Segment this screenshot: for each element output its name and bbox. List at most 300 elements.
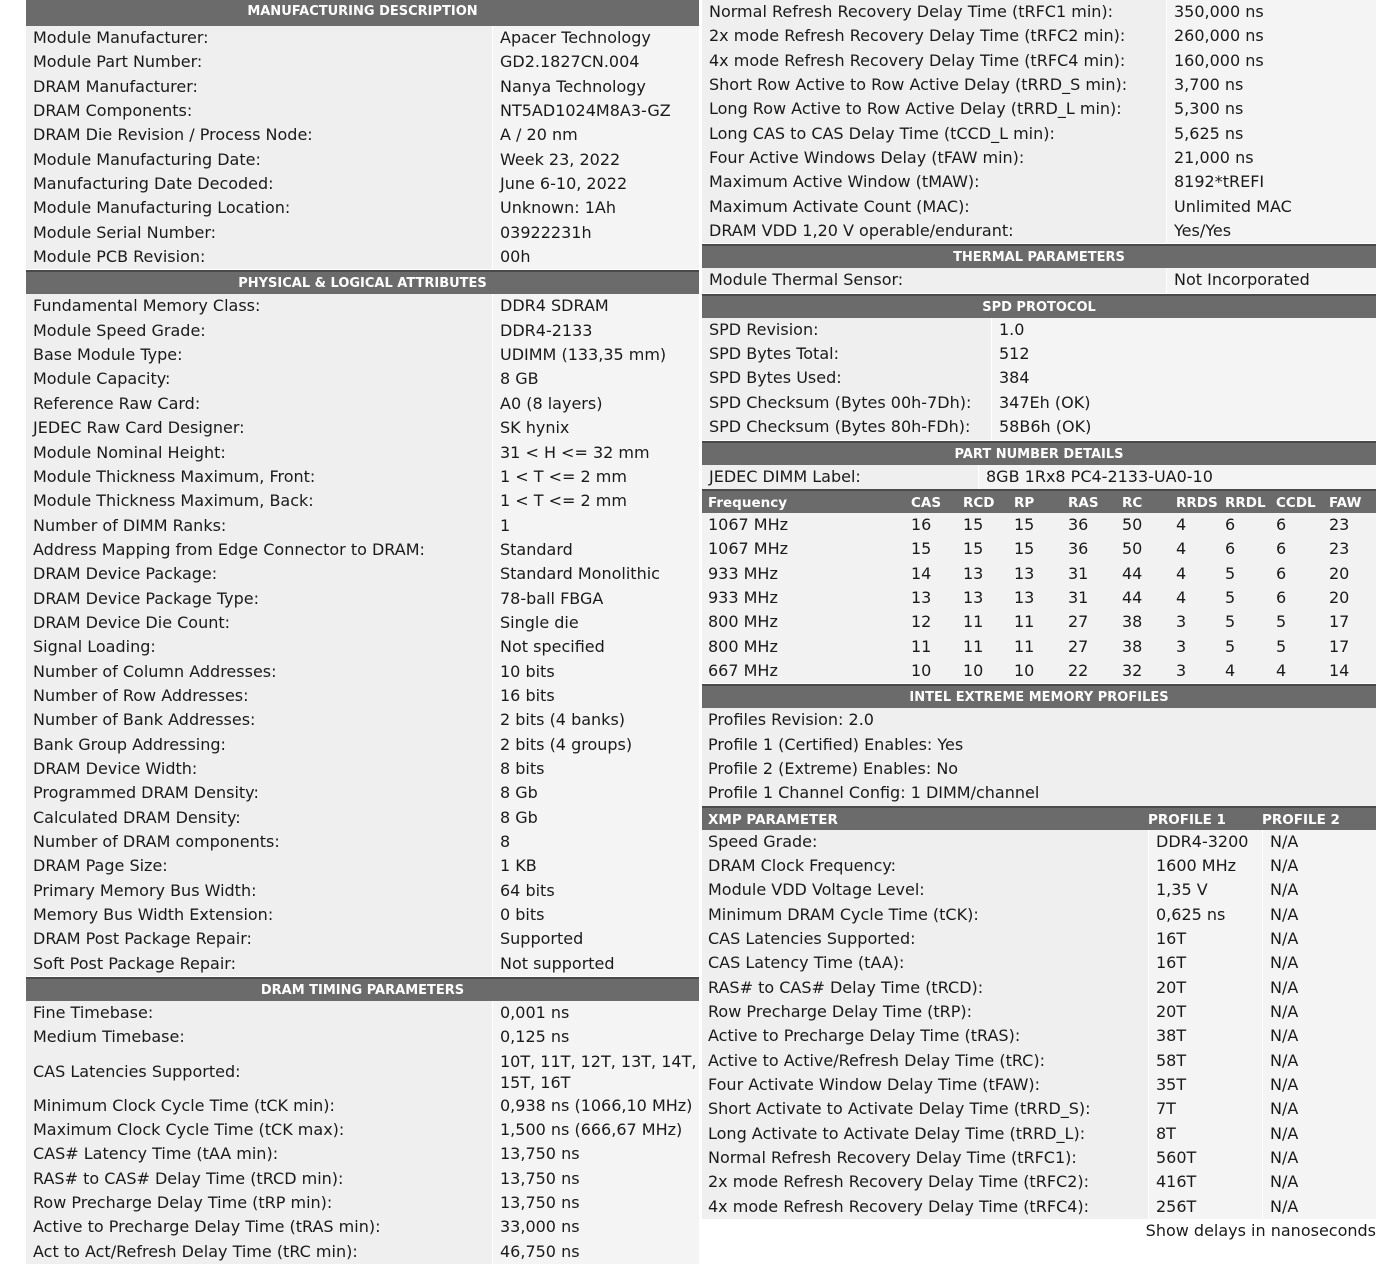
table-row xyxy=(26,903,699,927)
table-row xyxy=(26,148,699,172)
freq-cell: 15 xyxy=(1014,514,1035,534)
row-label: Module Thickness Maximum, Front: xyxy=(26,465,492,489)
row-value: Single die xyxy=(492,611,699,635)
xmp-param-value: N/A xyxy=(1262,1146,1376,1170)
xmp-param-value: 20T xyxy=(1148,1000,1262,1024)
freq-cell: 11 xyxy=(963,636,984,656)
table-row xyxy=(702,1195,1376,1219)
row-value: NT5AD1024M8A3-GZ xyxy=(492,99,699,123)
xmp-param-value: 20T xyxy=(1148,976,1262,1000)
xmp-summary-line: Profiles Revision: 2.0 xyxy=(702,708,1376,732)
table-row xyxy=(26,1191,699,1215)
row-value: June 6-10, 2022 xyxy=(492,172,699,196)
freq-header-cell: CCDL xyxy=(1276,494,1316,511)
row-label: Reference Raw Card: xyxy=(26,392,492,416)
table-row xyxy=(26,441,699,465)
table-row xyxy=(702,586,1376,610)
row-value: 512 xyxy=(991,342,1376,366)
freq-cell: 17 xyxy=(1329,612,1350,632)
row-label: Number of DRAM components: xyxy=(26,830,492,854)
table-row xyxy=(26,562,699,586)
table-row xyxy=(702,1049,1376,1073)
xmp-param-value: 1600 MHz xyxy=(1148,854,1262,878)
table-row xyxy=(26,343,699,367)
row-label: SPD Checksum (Bytes 80h-FDh): xyxy=(702,415,991,439)
xmp-param-value: 35T xyxy=(1148,1073,1262,1097)
table-row xyxy=(26,465,699,489)
row-value: A / 20 nm xyxy=(492,123,699,147)
row-label: JEDEC DIMM Label: xyxy=(702,465,978,489)
row-label: Minimum Clock Cycle Time (tCK min): xyxy=(26,1094,492,1118)
table-row xyxy=(26,514,699,538)
xmp-param-label: Long Activate to Activate Delay Time (tRRD_L): xyxy=(702,1122,1148,1146)
row-label: Fundamental Memory Class: xyxy=(26,294,492,318)
freq-cell: 3 xyxy=(1176,612,1187,632)
row-label: Long Row Active to Row Active Delay (tRRD_L min): xyxy=(702,97,1166,121)
freq-cell: 6 xyxy=(1225,514,1236,534)
frequency-table-header xyxy=(702,489,1376,513)
freq-header-cell: FAW xyxy=(1329,494,1362,511)
freq-cell: 23 xyxy=(1329,539,1350,559)
partnum-table xyxy=(702,465,1376,489)
section-header-thermal: THERMAL PARAMETERS xyxy=(702,244,1376,268)
table-row xyxy=(702,1073,1376,1097)
row-label: Programmed DRAM Density: xyxy=(26,781,492,805)
xmp-param-value: 16T xyxy=(1148,951,1262,975)
freq-cell: 31 xyxy=(1068,563,1089,583)
spd-table xyxy=(702,318,1376,440)
row-label: Short Row Active to Row Active Delay (tRRD_S min): xyxy=(702,73,1166,97)
xmp-summary-line: Profile 1 Channel Config: 1 DIMM/channel xyxy=(702,781,1376,805)
table-row xyxy=(26,611,699,635)
row-value: Nanya Technology xyxy=(492,75,699,99)
xmp-header-profile2: PROFILE 2 xyxy=(1262,811,1340,828)
table-row xyxy=(26,196,699,220)
freq-cell: 15 xyxy=(963,514,984,534)
table-row xyxy=(26,733,699,757)
freq-header-cell: RCD xyxy=(963,494,995,511)
freq-cell: 12 xyxy=(911,612,932,632)
row-label: Module Manufacturing Date: xyxy=(26,148,492,172)
freq-cell: 3 xyxy=(1176,636,1187,656)
row-label: Active to Precharge Delay Time (tRAS min): xyxy=(26,1215,492,1239)
table-row xyxy=(26,660,699,684)
table-row xyxy=(26,392,699,416)
row-label: Module Nominal Height: xyxy=(26,441,492,465)
xmp-param-label: DRAM Clock Frequency: xyxy=(702,854,1148,878)
row-value: 350,000 ns xyxy=(1166,0,1376,24)
row-label: Number of DIMM Ranks: xyxy=(26,514,492,538)
table-row xyxy=(26,75,699,99)
freq-cell: 15 xyxy=(1014,539,1035,559)
freq-cell: 16 xyxy=(911,514,932,534)
freq-cell: 11 xyxy=(911,636,932,656)
table-row xyxy=(702,951,1376,975)
section-header-partnum: PART NUMBER DETAILS xyxy=(702,441,1376,465)
freq-cell: 4 xyxy=(1276,660,1287,680)
table-row xyxy=(702,830,1376,854)
row-value: 16 bits xyxy=(492,684,699,708)
row-value: 0,001 ns xyxy=(492,1001,699,1025)
xmp-param-value: 256T xyxy=(1148,1195,1262,1219)
table-row xyxy=(26,1142,699,1166)
row-label: Signal Loading: xyxy=(26,635,492,659)
row-value: 8 bits xyxy=(492,757,699,781)
freq-cell: 50 xyxy=(1122,514,1143,534)
xmp-param-value: N/A xyxy=(1262,1195,1376,1219)
table-row xyxy=(702,537,1376,561)
table-row xyxy=(26,708,699,732)
row-value: Unknown: 1Ah xyxy=(492,196,699,220)
freq-cell: 4 xyxy=(1225,660,1236,680)
table-row xyxy=(26,781,699,805)
row-label: Maximum Active Window (tMAW): xyxy=(702,170,1166,194)
xmp-param-label: Four Activate Window Delay Time (tFAW): xyxy=(702,1073,1148,1097)
freq-cell: 27 xyxy=(1068,636,1089,656)
row-value: 8192*tREFI xyxy=(1166,170,1376,194)
freq-header-cell: RRDS xyxy=(1176,494,1218,511)
row-label: DRAM Page Size: xyxy=(26,854,492,878)
row-label: Fine Timebase: xyxy=(26,1001,492,1025)
table-row xyxy=(26,123,699,147)
table-row xyxy=(26,684,699,708)
xmp-param-value: 1,35 V xyxy=(1148,878,1262,902)
table-row xyxy=(26,416,699,440)
table-row xyxy=(702,318,1376,342)
xmp-header-profile1: PROFILE 1 xyxy=(1148,811,1226,828)
row-value: 0 bits xyxy=(492,903,699,927)
table-row xyxy=(26,854,699,878)
row-value: 13,750 ns xyxy=(492,1167,699,1191)
freq-cell: 20 xyxy=(1329,587,1350,607)
row-label: Module Speed Grade: xyxy=(26,319,492,343)
freq-cell: 4 xyxy=(1176,539,1187,559)
table-row xyxy=(26,26,699,50)
row-label: Module Manufacturer: xyxy=(26,26,492,50)
table-row xyxy=(702,562,1376,586)
row-value: 1 KB xyxy=(492,854,699,878)
table-row xyxy=(702,24,1376,48)
freq-header-cell: RAS xyxy=(1068,494,1099,511)
table-row xyxy=(702,610,1376,634)
freq-cell: 6 xyxy=(1225,539,1236,559)
row-label: Calculated DRAM Density: xyxy=(26,806,492,830)
row-label: DRAM Post Package Repair: xyxy=(26,927,492,951)
row-label: SPD Bytes Used: xyxy=(702,366,991,390)
row-value: Week 23, 2022 xyxy=(492,148,699,172)
row-value: 10T, 11T, 12T, 13T, 14T, 15T, 16T xyxy=(492,1050,699,1094)
row-value: 384 xyxy=(991,366,1376,390)
row-label: JEDEC Raw Card Designer: xyxy=(26,416,492,440)
row-value: 1,500 ns (666,67 MHz) xyxy=(492,1118,699,1142)
table-row xyxy=(702,49,1376,73)
freq-cell: 36 xyxy=(1068,539,1089,559)
show-delays-link[interactable]: Show delays in nanoseconds xyxy=(702,1219,1376,1243)
xmp-param-label: Row Precharge Delay Time (tRP): xyxy=(702,1000,1148,1024)
freq-cell: 31 xyxy=(1068,587,1089,607)
left-column xyxy=(26,0,699,1264)
section-header-manufacturing: MANUFACTURING DESCRIPTION xyxy=(26,0,699,26)
xmp-param-label: CAS Latencies Supported: xyxy=(702,927,1148,951)
freq-cell: 14 xyxy=(1329,660,1350,680)
row-label: CAS# Latency Time (tAA min): xyxy=(26,1142,492,1166)
row-value: 2 bits (4 banks) xyxy=(492,708,699,732)
table-row xyxy=(702,1146,1376,1170)
row-label: Primary Memory Bus Width: xyxy=(26,879,492,903)
xmp-param-label: Normal Refresh Recovery Delay Time (tRFC1): xyxy=(702,1146,1148,1170)
freq-cell: 667 MHz xyxy=(708,660,778,680)
row-value: 2 bits (4 groups) xyxy=(492,733,699,757)
frequency-table xyxy=(702,513,1376,683)
freq-cell: 14 xyxy=(911,563,932,583)
xmp-param-value: 8T xyxy=(1148,1122,1262,1146)
row-value: 1 < T <= 2 mm xyxy=(492,465,699,489)
freq-cell: 38 xyxy=(1122,612,1143,632)
table-row xyxy=(26,538,699,562)
row-label: Module Capacity: xyxy=(26,367,492,391)
table-row xyxy=(702,415,1376,439)
xmp-param-value: 58T xyxy=(1148,1049,1262,1073)
xmp-param-value: N/A xyxy=(1262,1097,1376,1121)
freq-cell: 13 xyxy=(963,563,984,583)
row-label: Maximum Activate Count (MAC): xyxy=(702,195,1166,219)
xmp-param-value: N/A xyxy=(1262,1122,1376,1146)
freq-cell: 10 xyxy=(1014,660,1035,680)
freq-cell: 23 xyxy=(1329,514,1350,534)
section-header-timing: DRAM TIMING PARAMETERS xyxy=(26,977,699,1001)
row-label: Act to Act/Refresh Delay Time (tRC min): xyxy=(26,1240,492,1264)
row-value: DDR4-2133 xyxy=(492,319,699,343)
row-value: DDR4 SDRAM xyxy=(492,294,699,318)
row-value: UDIMM (133,35 mm) xyxy=(492,343,699,367)
xmp-table xyxy=(702,830,1376,1220)
table-row xyxy=(26,952,699,976)
xmp-header-parameter: XMP PARAMETER xyxy=(708,811,838,828)
row-label: DRAM Device Width: xyxy=(26,757,492,781)
table-row xyxy=(26,367,699,391)
table-row xyxy=(702,391,1376,415)
row-value: 10 bits xyxy=(492,660,699,684)
xmp-param-value: N/A xyxy=(1262,854,1376,878)
row-label: DRAM VDD 1,20 V operable/endurant: xyxy=(702,219,1166,243)
row-label: Memory Bus Width Extension: xyxy=(26,903,492,927)
table-row xyxy=(26,1094,699,1118)
xmp-param-value: N/A xyxy=(1262,878,1376,902)
row-value: 5,300 ns xyxy=(1166,97,1376,121)
row-label: Number of Bank Addresses: xyxy=(26,708,492,732)
xmp-param-value: N/A xyxy=(1262,1170,1376,1194)
xmp-param-value: N/A xyxy=(1262,1024,1376,1048)
table-row xyxy=(702,366,1376,390)
row-value: Not Incorporated xyxy=(1166,268,1376,292)
row-value: 8 Gb xyxy=(492,781,699,805)
row-value: SK hynix xyxy=(492,416,699,440)
table-row xyxy=(26,294,699,318)
freq-cell: 1067 MHz xyxy=(708,539,789,559)
row-value: 160,000 ns xyxy=(1166,49,1376,73)
freq-cell: 933 MHz xyxy=(708,587,778,607)
row-label: Number of Column Addresses: xyxy=(26,660,492,684)
row-value: 00h xyxy=(492,245,699,269)
freq-cell: 5 xyxy=(1225,612,1236,632)
freq-cell: 20 xyxy=(1329,563,1350,583)
row-value: Standard Monolithic xyxy=(492,562,699,586)
table-row xyxy=(26,489,699,513)
section-header-physical: PHYSICAL & LOGICAL ATTRIBUTES xyxy=(26,270,699,294)
row-label: DRAM Components: xyxy=(26,99,492,123)
row-label: SPD Revision: xyxy=(702,318,991,342)
xmp-param-value: 560T xyxy=(1148,1146,1262,1170)
right-column xyxy=(702,0,1376,1243)
row-value: 0,125 ns xyxy=(492,1025,699,1049)
xmp-param-value: N/A xyxy=(1262,1000,1376,1024)
freq-cell: 6 xyxy=(1276,514,1287,534)
freq-cell: 4 xyxy=(1176,514,1187,534)
row-label: Maximum Clock Cycle Time (tCK max): xyxy=(26,1118,492,1142)
table-row xyxy=(26,830,699,854)
table-row xyxy=(702,854,1376,878)
freq-header-cell: RRDL xyxy=(1225,494,1266,511)
manufacturing-table xyxy=(26,26,699,269)
table-row xyxy=(702,465,1376,489)
xmp-param-label: Minimum DRAM Cycle Time (tCK): xyxy=(702,903,1148,927)
thermal-table xyxy=(702,268,1376,292)
row-value: 0,938 ns (1066,10 MHz) xyxy=(492,1094,699,1118)
row-label: Four Active Windows Delay (tFAW min): xyxy=(702,146,1166,170)
xmp-param-value: N/A xyxy=(1262,1049,1376,1073)
freq-cell: 32 xyxy=(1122,660,1143,680)
freq-cell: 27 xyxy=(1068,612,1089,632)
table-row xyxy=(702,195,1376,219)
row-value: 13,750 ns xyxy=(492,1142,699,1166)
xmp-param-value: 0,625 ns xyxy=(1148,903,1262,927)
table-row xyxy=(26,245,699,269)
xmp-param-value: 38T xyxy=(1148,1024,1262,1048)
freq-cell: 11 xyxy=(963,612,984,632)
row-value: 8GB 1Rx8 PC4-2133-UA0-10 xyxy=(978,465,1376,489)
xmp-param-value: N/A xyxy=(1262,830,1376,854)
row-label: SPD Checksum (Bytes 00h-7Dh): xyxy=(702,391,991,415)
row-label: Base Module Type: xyxy=(26,343,492,367)
row-label: 2x mode Refresh Recovery Delay Time (tRFC2 min): xyxy=(702,24,1166,48)
xmp-param-label: 2x mode Refresh Recovery Delay Time (tRFC2): xyxy=(702,1170,1148,1194)
physical-table xyxy=(26,294,699,976)
xmp-param-value: N/A xyxy=(1262,976,1376,1000)
row-value: 1 xyxy=(492,514,699,538)
table-row xyxy=(26,50,699,74)
freq-cell: 3 xyxy=(1176,660,1187,680)
row-value: 46,750 ns xyxy=(492,1240,699,1264)
table-row xyxy=(26,319,699,343)
freq-cell: 44 xyxy=(1122,563,1143,583)
row-label: DRAM Device Package Type: xyxy=(26,587,492,611)
table-row xyxy=(702,170,1376,194)
table-row xyxy=(26,757,699,781)
freq-cell: 4 xyxy=(1176,563,1187,583)
freq-cell: 11 xyxy=(1014,612,1035,632)
freq-header-cell: Frequency xyxy=(708,494,788,511)
table-row xyxy=(26,1167,699,1191)
timing-table-continued xyxy=(702,0,1376,243)
row-label: DRAM Manufacturer: xyxy=(26,75,492,99)
row-value: 13,750 ns xyxy=(492,1191,699,1215)
row-value: 58B6h (OK) xyxy=(991,415,1376,439)
row-label: Module Manufacturing Location: xyxy=(26,196,492,220)
row-value: 1.0 xyxy=(991,318,1376,342)
xmp-param-value: N/A xyxy=(1262,927,1376,951)
xmp-param-label: Active to Active/Refresh Delay Time (tRC): xyxy=(702,1049,1148,1073)
table-row xyxy=(702,878,1376,902)
row-label: Module Thickness Maximum, Back: xyxy=(26,489,492,513)
table-row xyxy=(702,97,1376,121)
table-row xyxy=(26,879,699,903)
freq-cell: 6 xyxy=(1276,539,1287,559)
row-value: 3,700 ns xyxy=(1166,73,1376,97)
table-row xyxy=(26,1025,699,1049)
table-row xyxy=(26,806,699,830)
row-value: Not specified xyxy=(492,635,699,659)
row-label: Manufacturing Date Decoded: xyxy=(26,172,492,196)
table-row xyxy=(26,99,699,123)
freq-cell: 15 xyxy=(911,539,932,559)
freq-cell: 5 xyxy=(1225,587,1236,607)
freq-cell: 5 xyxy=(1225,563,1236,583)
freq-cell: 5 xyxy=(1276,636,1287,656)
row-label: Row Precharge Delay Time (tRP min): xyxy=(26,1191,492,1215)
xmp-param-label: Short Activate to Activate Delay Time (tRRD_S): xyxy=(702,1097,1148,1121)
freq-cell: 4 xyxy=(1176,587,1187,607)
xmp-table-header xyxy=(702,806,1376,830)
table-row xyxy=(702,927,1376,951)
table-row xyxy=(702,122,1376,146)
xmp-param-value: 16T xyxy=(1148,927,1262,951)
freq-header-cell: CAS xyxy=(911,494,942,511)
row-value: Supported xyxy=(492,927,699,951)
xmp-param-value: DDR4-3200 xyxy=(1148,830,1262,854)
freq-cell: 13 xyxy=(1014,587,1035,607)
freq-cell: 800 MHz xyxy=(708,636,778,656)
xmp-param-label: Module VDD Voltage Level: xyxy=(702,878,1148,902)
xmp-summary-line: Profile 2 (Extreme) Enables: No xyxy=(702,757,1376,781)
row-label: Number of Row Addresses: xyxy=(26,684,492,708)
row-label: Module Thermal Sensor: xyxy=(702,268,1166,292)
freq-cell: 38 xyxy=(1122,636,1143,656)
row-value: Apacer Technology xyxy=(492,26,699,50)
row-value: Yes/Yes xyxy=(1166,219,1376,243)
table-row xyxy=(702,1170,1376,1194)
row-value: 78-ball FBGA xyxy=(492,587,699,611)
table-row xyxy=(26,587,699,611)
row-value: 33,000 ns xyxy=(492,1215,699,1239)
table-row xyxy=(702,219,1376,243)
freq-cell: 17 xyxy=(1329,636,1350,656)
freq-cell: 6 xyxy=(1276,587,1287,607)
table-row xyxy=(702,342,1376,366)
row-label: SPD Bytes Total: xyxy=(702,342,991,366)
row-value: 5,625 ns xyxy=(1166,122,1376,146)
row-label: Medium Timebase: xyxy=(26,1025,492,1049)
xmp-param-value: N/A xyxy=(1262,951,1376,975)
freq-cell: 5 xyxy=(1276,612,1287,632)
freq-cell: 13 xyxy=(1014,563,1035,583)
freq-cell: 15 xyxy=(963,539,984,559)
table-row xyxy=(26,1001,699,1025)
row-value: 64 bits xyxy=(492,879,699,903)
row-label: 4x mode Refresh Recovery Delay Time (tRFC4 min): xyxy=(702,49,1166,73)
freq-cell: 5 xyxy=(1225,636,1236,656)
timing-table xyxy=(26,1001,699,1264)
table-row xyxy=(702,659,1376,683)
